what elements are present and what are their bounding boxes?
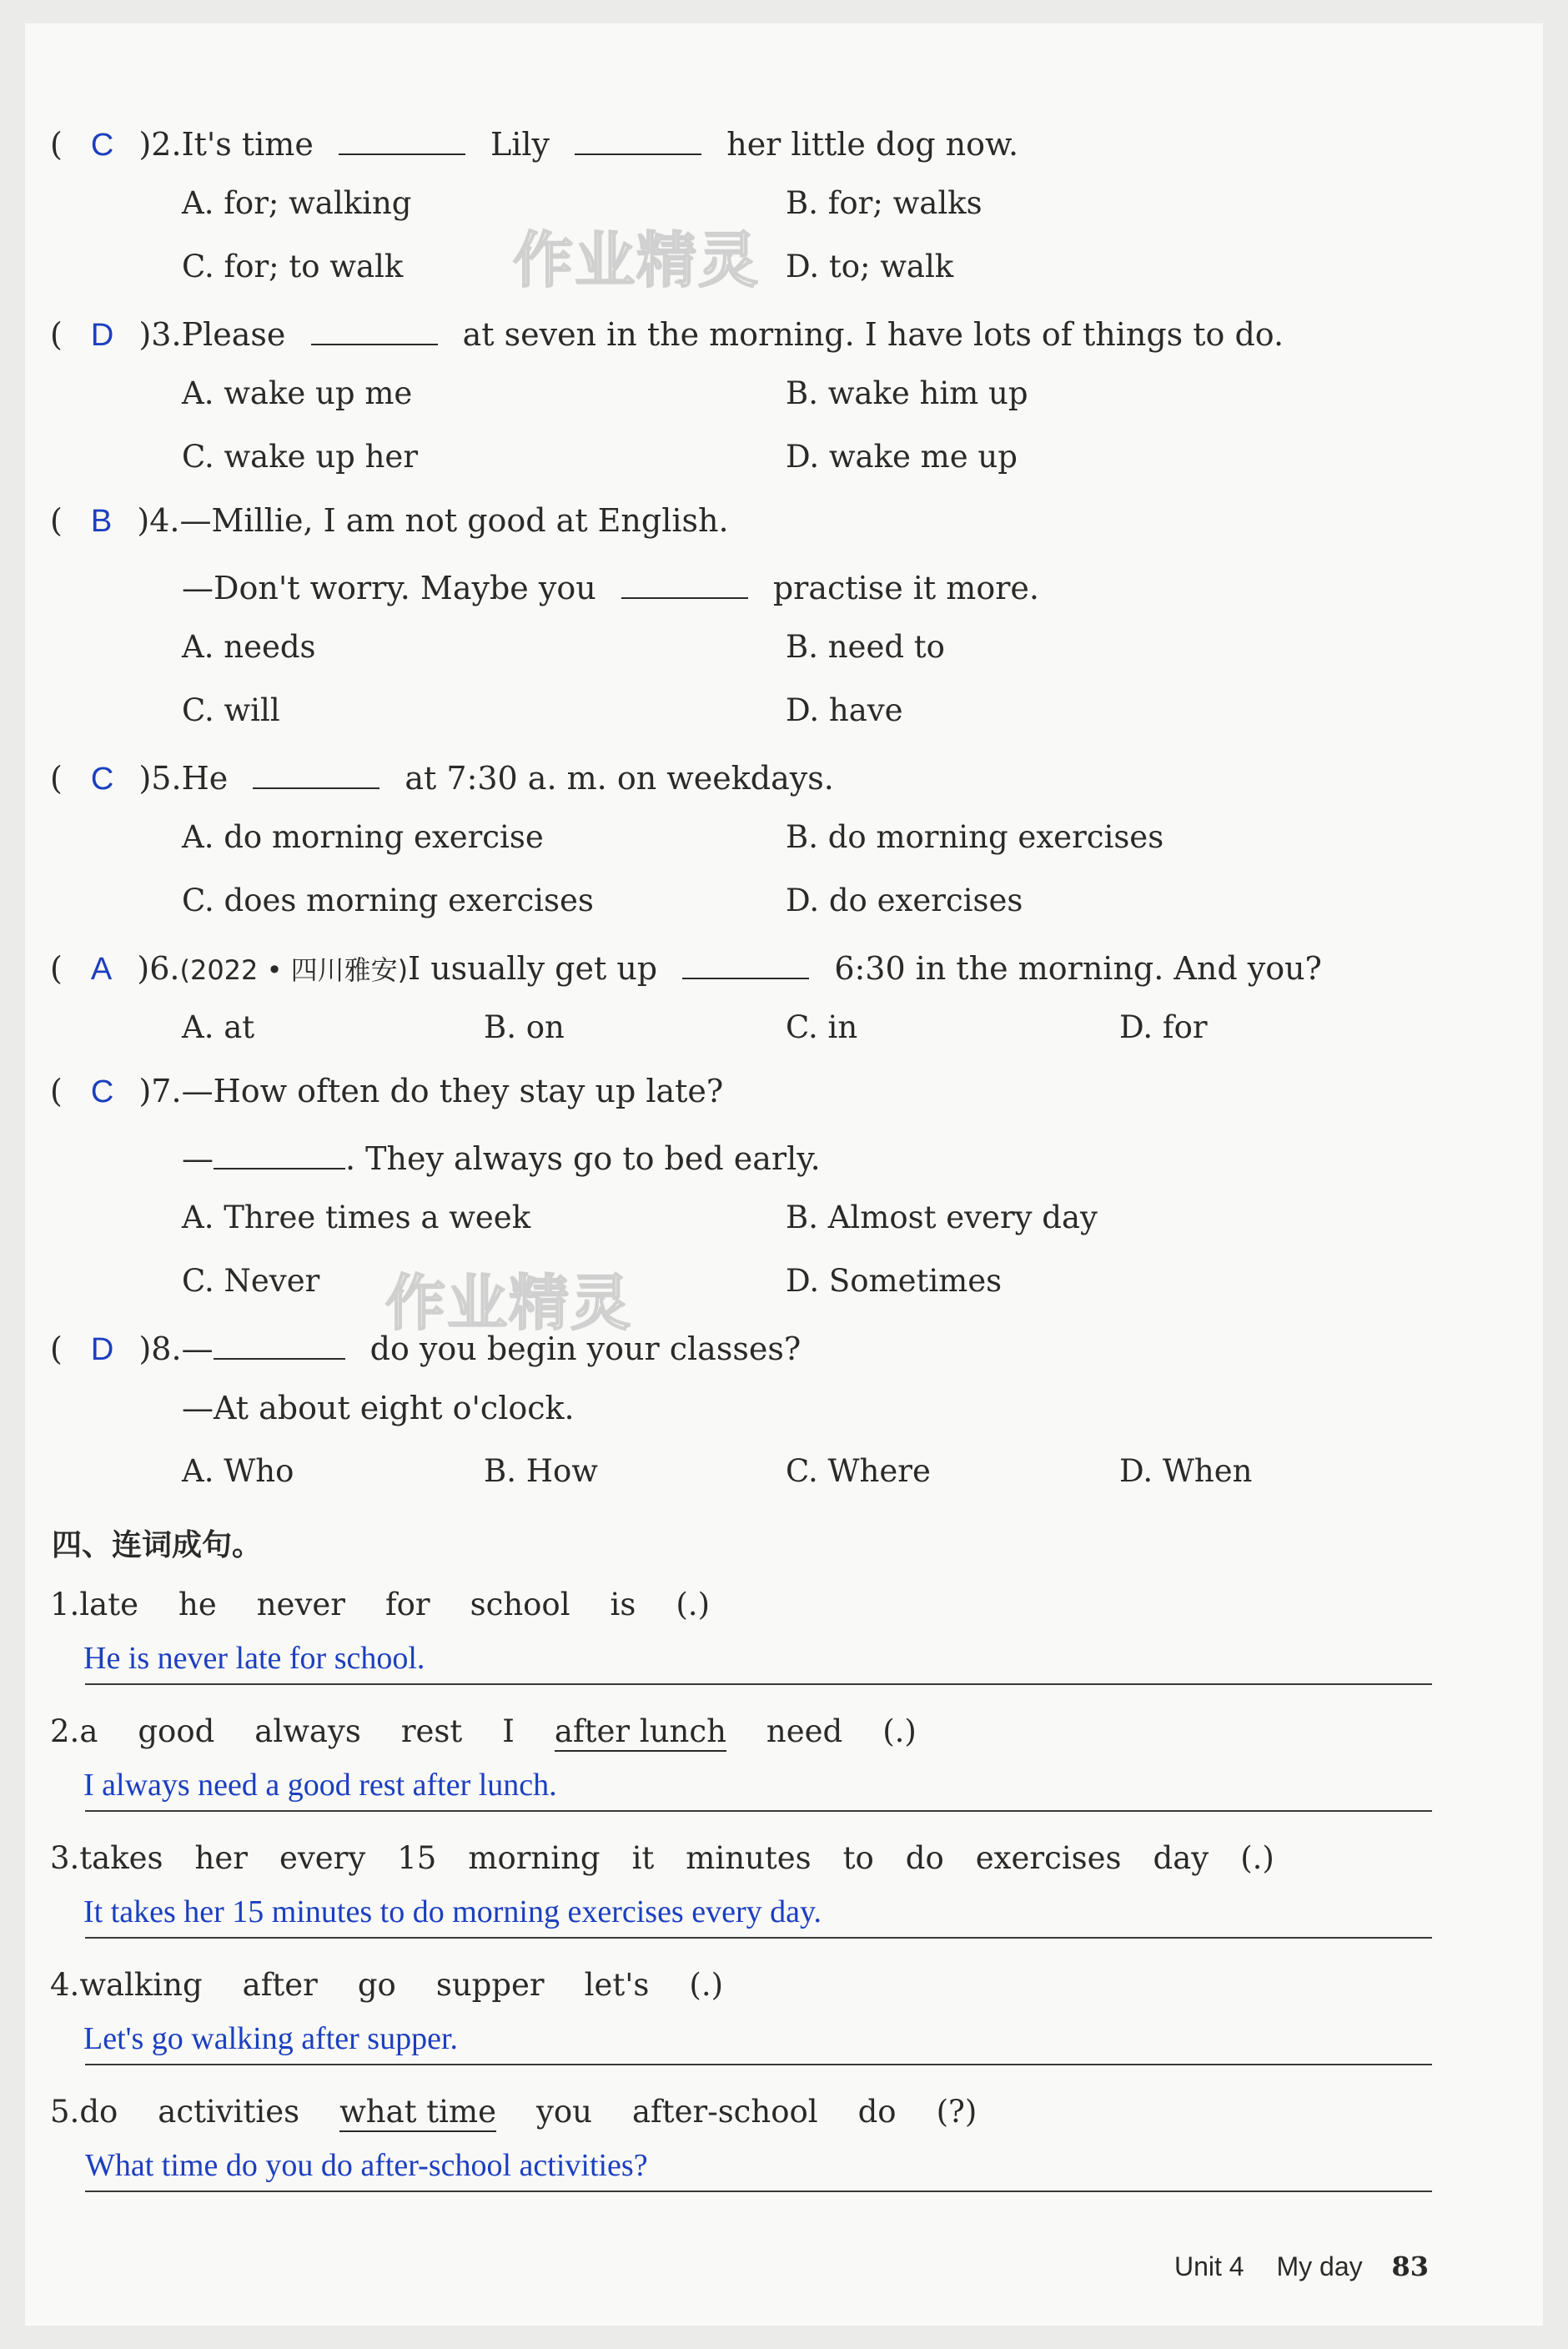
answer-line — [85, 2064, 1432, 2065]
option-b: B. How — [484, 1453, 598, 1489]
answer-line — [85, 2191, 1432, 2192]
question-8-line-2: —At about eight o'clock. — [182, 1390, 575, 1426]
option-b: B. wake him up — [786, 375, 1028, 411]
option-c: C. for; to walk — [182, 249, 404, 284]
answer-choice: C — [90, 1074, 114, 1109]
answer-choice: A — [90, 952, 113, 987]
sentence-3-words: 3.takes her every 15 morning it minutes to do exercises day (.) — [50, 1840, 1274, 1876]
question-3: ( D )3.Please at seven in the morning. I have lots of things to do. — [50, 312, 1284, 354]
question-7-line-2: — . They always go to bed early. — [182, 1136, 821, 1177]
unit-title: My day — [1276, 2251, 1363, 2281]
option-b: B. on — [484, 1009, 565, 1045]
option-a: A. wake up me — [182, 375, 413, 411]
option-a: A. Three times a week — [182, 1200, 531, 1235]
question-5: ( C )5.He at 7:30 a. m. on weekdays. — [50, 756, 834, 797]
watermark: 作业精灵 — [513, 225, 761, 295]
option-c: C. in — [786, 1009, 858, 1045]
blank — [621, 566, 748, 599]
section-title: 四、连词成句。 — [52, 1528, 263, 1562]
option-a: A. Who — [182, 1453, 294, 1489]
blank — [253, 756, 379, 789]
question-8: ( D )8.— do you begin your classes? — [50, 1326, 801, 1368]
question-4-line-2: —Don't worry. Maybe you practise it more. — [182, 566, 1039, 606]
blank — [339, 122, 465, 155]
option-d: D. do exercises — [786, 883, 1023, 918]
option-c: C. will — [182, 692, 280, 728]
answer-line — [85, 1683, 1432, 1685]
option-a: A. needs — [182, 629, 316, 665]
option-a: A. for; walking — [182, 185, 412, 221]
question-6: ( A )6.(2022 • 四川雅安)I usually get up 6:30 in the morning. And you? — [50, 946, 1322, 988]
blank — [311, 312, 438, 345]
option-d: D. for — [1119, 1009, 1208, 1045]
option-c: C. Never — [182, 1263, 320, 1299]
question-2: ( C )2.It's time Lily her little dog now. — [50, 122, 1018, 163]
option-a: A. at — [182, 1009, 255, 1045]
sentence-2-words: 2.a good always rest I after lunch need (.) — [50, 1713, 957, 1749]
answer-line — [85, 1937, 1432, 1939]
option-d: D. to; walk — [786, 249, 954, 284]
sentence-1-answer: He is never late for school. — [83, 1641, 425, 1676]
option-b: B. need to — [786, 629, 945, 665]
option-b: B. Almost every day — [786, 1200, 1098, 1235]
page-footer — [1174, 2251, 1429, 2282]
option-a: A. do morning exercise — [182, 819, 544, 855]
option-d: D. have — [786, 692, 903, 728]
sentence-1-words: 1.late he never for school is (.) — [50, 1587, 711, 1622]
answer-choice: D — [90, 1332, 114, 1367]
sentence-4-answer: Let's go walking after supper. — [83, 2021, 459, 2056]
blank — [575, 122, 701, 155]
answer-choice: B — [90, 504, 113, 539]
unit-label: Unit 4 — [1174, 2251, 1244, 2281]
sentence-5-answer: What time do you do after-school activities? — [85, 2148, 648, 2183]
answer-line — [85, 1810, 1432, 1812]
option-c: C. Where — [786, 1453, 931, 1489]
sentence-3-answer: It takes her 15 minutes to do morning exercises every day. — [83, 1894, 822, 1929]
source-tag: (2022 • 四川雅安) — [179, 954, 409, 986]
option-b: B. for; walks — [786, 185, 983, 221]
blank — [214, 1136, 345, 1169]
worksheet-page — [25, 23, 1543, 2326]
answer-choice: D — [90, 318, 114, 353]
blank — [214, 1326, 345, 1360]
answer-choice: C — [90, 128, 114, 163]
option-d: D. When — [1119, 1453, 1253, 1489]
sentence-2-answer: I always need a good rest after lunch. — [83, 1768, 557, 1803]
option-d: D. wake me up — [786, 439, 1018, 475]
answer-choice: C — [90, 762, 114, 797]
sentence-4-words: 4.walking after go supper let's (.) — [50, 1967, 724, 2003]
option-b: B. do morning exercises — [786, 819, 1164, 855]
blank — [682, 946, 809, 979]
question-4: ( B )4.—Millie, I am not good at English. — [50, 502, 729, 539]
option-c: C. does morning exercises — [182, 883, 594, 918]
option-d: D. Sometimes — [786, 1263, 1003, 1299]
sentence-5-words: 5.do activities what time you after-school do (?) — [50, 2094, 1017, 2130]
page-number: 83 — [1391, 2251, 1430, 2282]
watermark: 作业精灵 — [385, 1268, 633, 1338]
question-7: ( C )7.—How often do they stay up late? — [50, 1073, 724, 1109]
option-c: C. wake up her — [182, 439, 419, 475]
